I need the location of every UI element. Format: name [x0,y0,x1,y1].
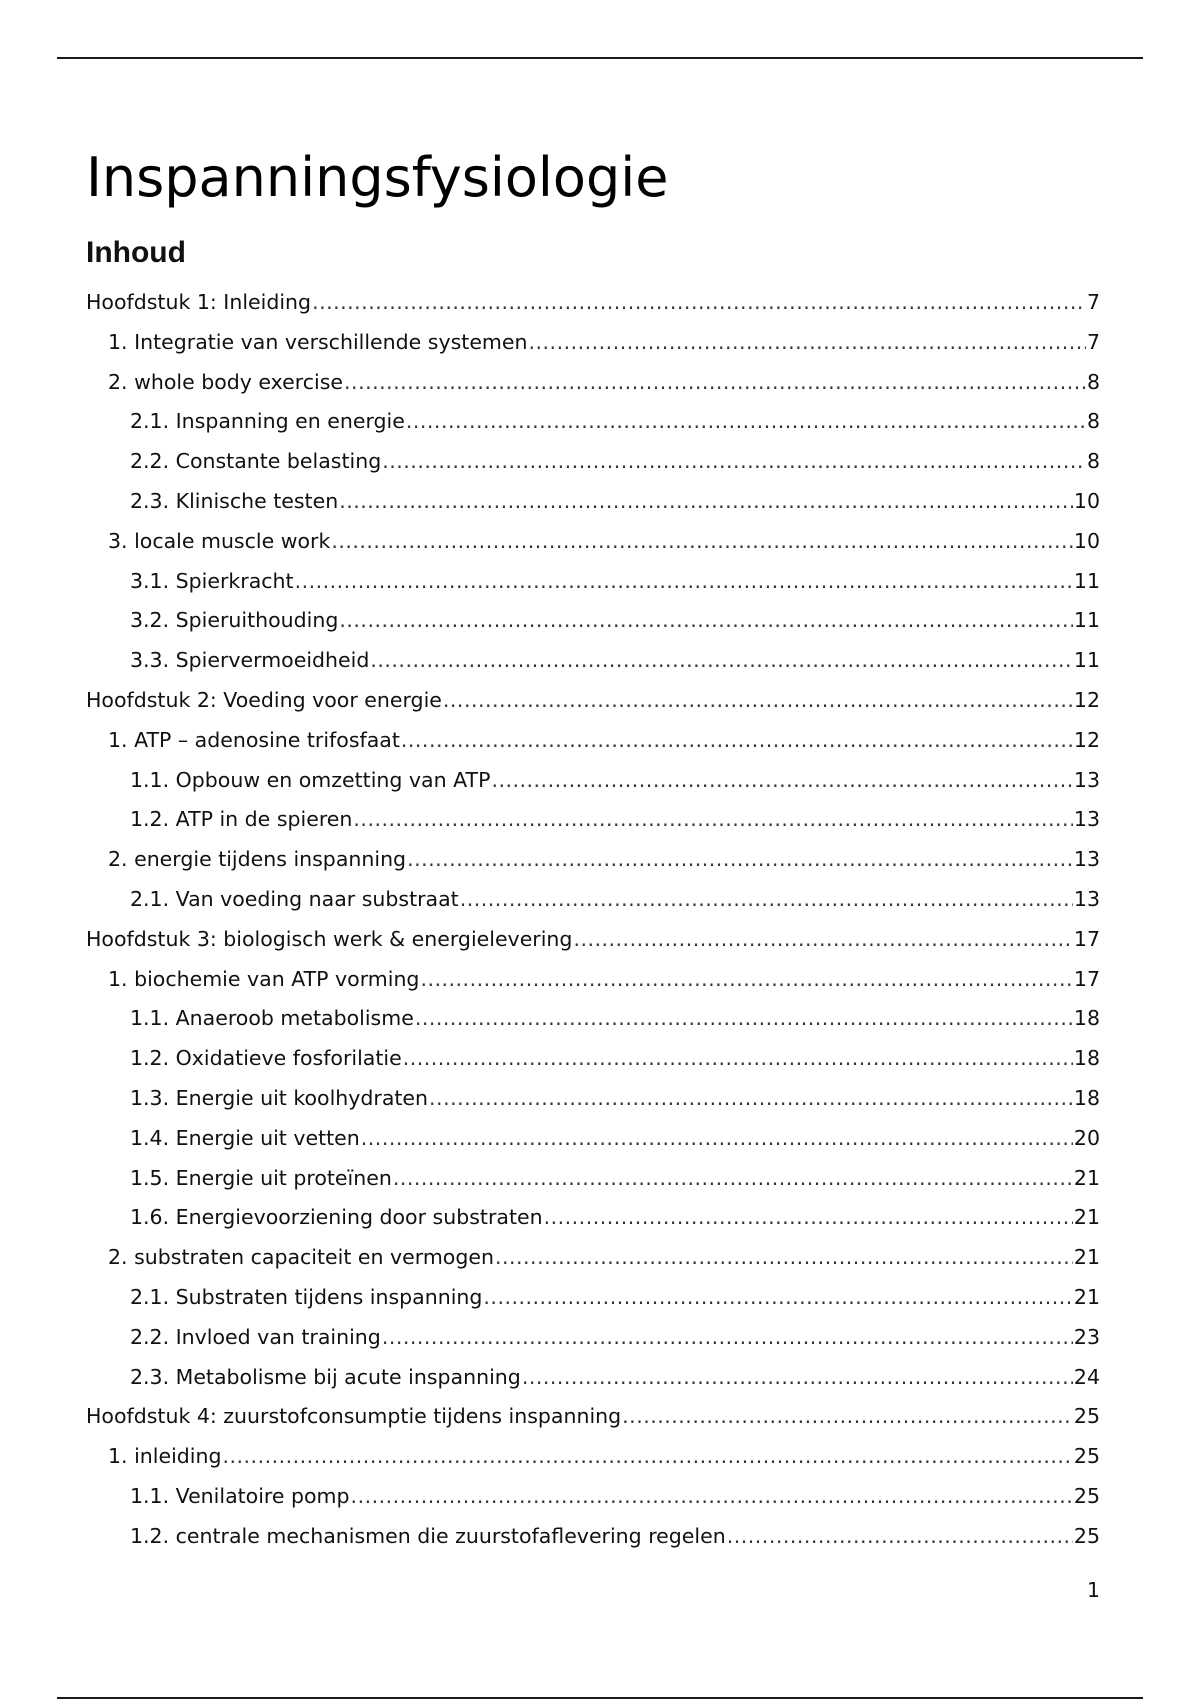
toc-entry-label: 1. ATP – adenosine trifosfaat [108,727,400,752]
toc-entry-label: 1.6. Energievoorziening door substraten [130,1205,543,1230]
toc-dot-leader [407,840,1073,880]
toc-entry-page: 11 [1073,648,1100,673]
toc-entry[interactable] [86,960,1100,1000]
toc-dot-leader [573,920,1072,960]
toc-entry-label: Hoofdstuk 4: zuurstofconsumptie tijdens inspanning [86,1404,622,1429]
toc-entry[interactable] [86,323,1100,363]
toc-entry[interactable] [86,761,1100,801]
toc-entry-page: 12 [1073,727,1100,752]
toc-entry-label: 2.2. Invloed van training [130,1324,381,1349]
toc-dot-leader [353,800,1073,840]
toc-heading: Inhoud [86,236,186,269]
toc-entry[interactable] [86,880,1100,920]
toc-dot-leader [544,1198,1073,1238]
toc-entry[interactable] [86,402,1100,442]
toc-dot-leader [339,482,1073,522]
toc-entry[interactable] [86,1039,1100,1079]
toc-entry-label: 1. Integratie van verschillende systemen [108,329,528,354]
toc-entry-page: 13 [1073,807,1100,832]
toc-entry-label: 1.5. Energie uit proteïnen [130,1165,392,1190]
toc-entry-page: 25 [1073,1483,1100,1508]
toc-entry[interactable] [86,1318,1100,1358]
toc-entry-label: 1.4. Energie uit vetten [130,1125,360,1150]
toc-entry[interactable] [86,1477,1100,1517]
toc-entry-page: 21 [1073,1165,1100,1190]
toc-entry-page: 25 [1073,1404,1100,1429]
toc-dot-leader [312,283,1086,323]
toc-entry[interactable] [86,283,1100,323]
toc-entry-label: 1. inleiding [108,1444,222,1469]
toc-entry-page: 17 [1073,966,1100,991]
toc-entry-label: 1.3. Energie uit koolhydraten [130,1085,429,1110]
toc-dot-leader [460,880,1073,920]
toc-dot-leader [344,363,1086,403]
toc-entry[interactable] [86,1437,1100,1477]
document-title: Inspanningsfysiologie [86,146,669,209]
toc-dot-leader [382,442,1086,482]
toc-entry-page: 18 [1073,1046,1100,1071]
toc-dot-leader [415,999,1073,1039]
toc-dot-leader [401,721,1073,761]
toc-entry-page: 18 [1073,1085,1100,1110]
toc-entry-label: Hoofdstuk 3: biologisch werk & energielevering [86,926,573,951]
toc-dot-leader [370,641,1073,681]
toc-dot-leader [222,1437,1072,1477]
toc-entry-label: 2.1. Substraten tijdens inspanning [130,1284,483,1309]
toc-entry[interactable] [86,840,1100,880]
toc-entry[interactable] [86,1079,1100,1119]
toc-entry-label: 1.1. Opbouw en omzetting van ATP [130,767,491,792]
toc-entry[interactable] [86,641,1100,681]
toc-entry-label: 2.3. Klinische testen [130,488,339,513]
toc-entry[interactable] [86,920,1100,960]
toc-entry-label: 1.2. Oxidatieve fosforilatie [130,1046,402,1071]
toc-entry[interactable] [86,482,1100,522]
toc-dot-leader [429,1079,1073,1119]
toc-entry-page: 13 [1073,847,1100,872]
toc-entry-label: 1. biochemie van ATP vorming [108,966,420,991]
toc-entry-page: 12 [1073,687,1100,712]
toc-entry-page: 25 [1073,1523,1100,1548]
toc-entry[interactable] [86,999,1100,1039]
toc-dot-leader [522,1358,1073,1398]
header-rule [57,57,1143,59]
page-number: 1 [1086,1578,1100,1602]
toc-entry-page: 11 [1073,568,1100,593]
toc-dot-leader [622,1397,1073,1437]
toc-entry-label: 2.1. Van voeding naar substraat [130,886,459,911]
toc-entry-page: 25 [1073,1444,1100,1469]
toc-entry-label: 2. energie tijdens inspanning [108,847,407,872]
toc-dot-leader [491,761,1072,801]
toc-entry[interactable] [86,442,1100,482]
toc-entry-page: 10 [1073,488,1100,513]
toc-entry-page: 7 [1086,290,1100,314]
toc-dot-leader [351,1477,1073,1517]
toc-entry[interactable] [86,1159,1100,1199]
toc-entry-label: 1.1. Venilatoire pomp [130,1483,350,1508]
table-of-contents [86,283,1100,1557]
toc-entry-label: 2. whole body exercise [108,369,344,394]
toc-dot-leader [382,1318,1073,1358]
toc-entry-page: 8 [1086,409,1100,434]
toc-entry-page: 11 [1073,608,1100,633]
toc-entry-page: 21 [1073,1205,1100,1230]
toc-dot-leader [483,1278,1073,1318]
toc-entry[interactable] [86,721,1100,761]
toc-entry-label: 3.1. Spierkracht [130,568,294,593]
toc-entry-label: 2. substraten capaciteit en vermogen [108,1245,494,1270]
toc-dot-leader [393,1159,1073,1199]
toc-entry-label: Hoofdstuk 1: Inleiding [86,290,312,314]
toc-entry-label: 2.2. Constante belasting [130,449,382,474]
toc-entry[interactable] [86,681,1100,721]
toc-dot-leader [331,522,1073,562]
toc-entry-label: 1.2. centrale mechanismen die zuurstofaflevering regelen [130,1523,726,1548]
toc-entry-page: 20 [1073,1125,1100,1150]
toc-entry-label: 3.2. Spieruithouding [130,608,339,633]
toc-entry-label: 2.1. Inspanning en energie [130,409,405,434]
toc-dot-leader [727,1517,1073,1557]
toc-entry[interactable] [86,800,1100,840]
toc-entry[interactable] [86,363,1100,403]
toc-dot-leader [443,681,1073,721]
toc-dot-leader [406,402,1086,442]
toc-entry[interactable] [86,1119,1100,1159]
toc-entry-page: 23 [1073,1324,1100,1349]
toc-entry-label: 1.1. Anaeroob metabolisme [130,1006,414,1031]
toc-dot-leader [339,601,1073,641]
toc-dot-leader [420,960,1072,1000]
toc-entry[interactable] [86,601,1100,641]
toc-entry-page: 8 [1086,449,1100,474]
toc-entry-page: 18 [1073,1006,1100,1031]
toc-dot-leader [529,323,1086,363]
toc-entry-page: 10 [1073,528,1100,553]
toc-dot-leader [495,1238,1073,1278]
toc-entry[interactable] [86,1198,1100,1238]
toc-entry[interactable] [86,1238,1100,1278]
toc-dot-leader [361,1119,1073,1159]
footer-rule [57,1697,1143,1699]
toc-dot-leader [403,1039,1073,1079]
toc-entry[interactable] [86,1278,1100,1318]
toc-entry-label: 2.3. Metabolisme bij acute inspanning [130,1364,521,1389]
toc-entry[interactable] [86,1397,1100,1437]
toc-entry-page: 8 [1086,369,1100,394]
toc-entry-page: 21 [1073,1245,1100,1270]
toc-entry[interactable] [86,1358,1100,1398]
toc-entry-label: 1.2. ATP in de spieren [130,807,353,832]
toc-entry-page: 13 [1073,886,1100,911]
toc-entry[interactable] [86,1517,1100,1557]
toc-entry[interactable] [86,522,1100,562]
toc-entry-label: 3.3. Spiervermoeidheid [130,648,370,673]
toc-entry-label: 3. locale muscle work [108,528,331,553]
toc-entry-page: 7 [1086,329,1100,354]
toc-dot-leader [295,562,1073,602]
toc-entry-label: Hoofdstuk 2: Voeding voor energie [86,687,442,712]
toc-entry[interactable] [86,562,1100,602]
toc-entry-page: 13 [1073,767,1100,792]
toc-entry-page: 17 [1073,926,1100,951]
toc-entry-page: 24 [1073,1364,1100,1389]
toc-entry-page: 21 [1073,1284,1100,1309]
